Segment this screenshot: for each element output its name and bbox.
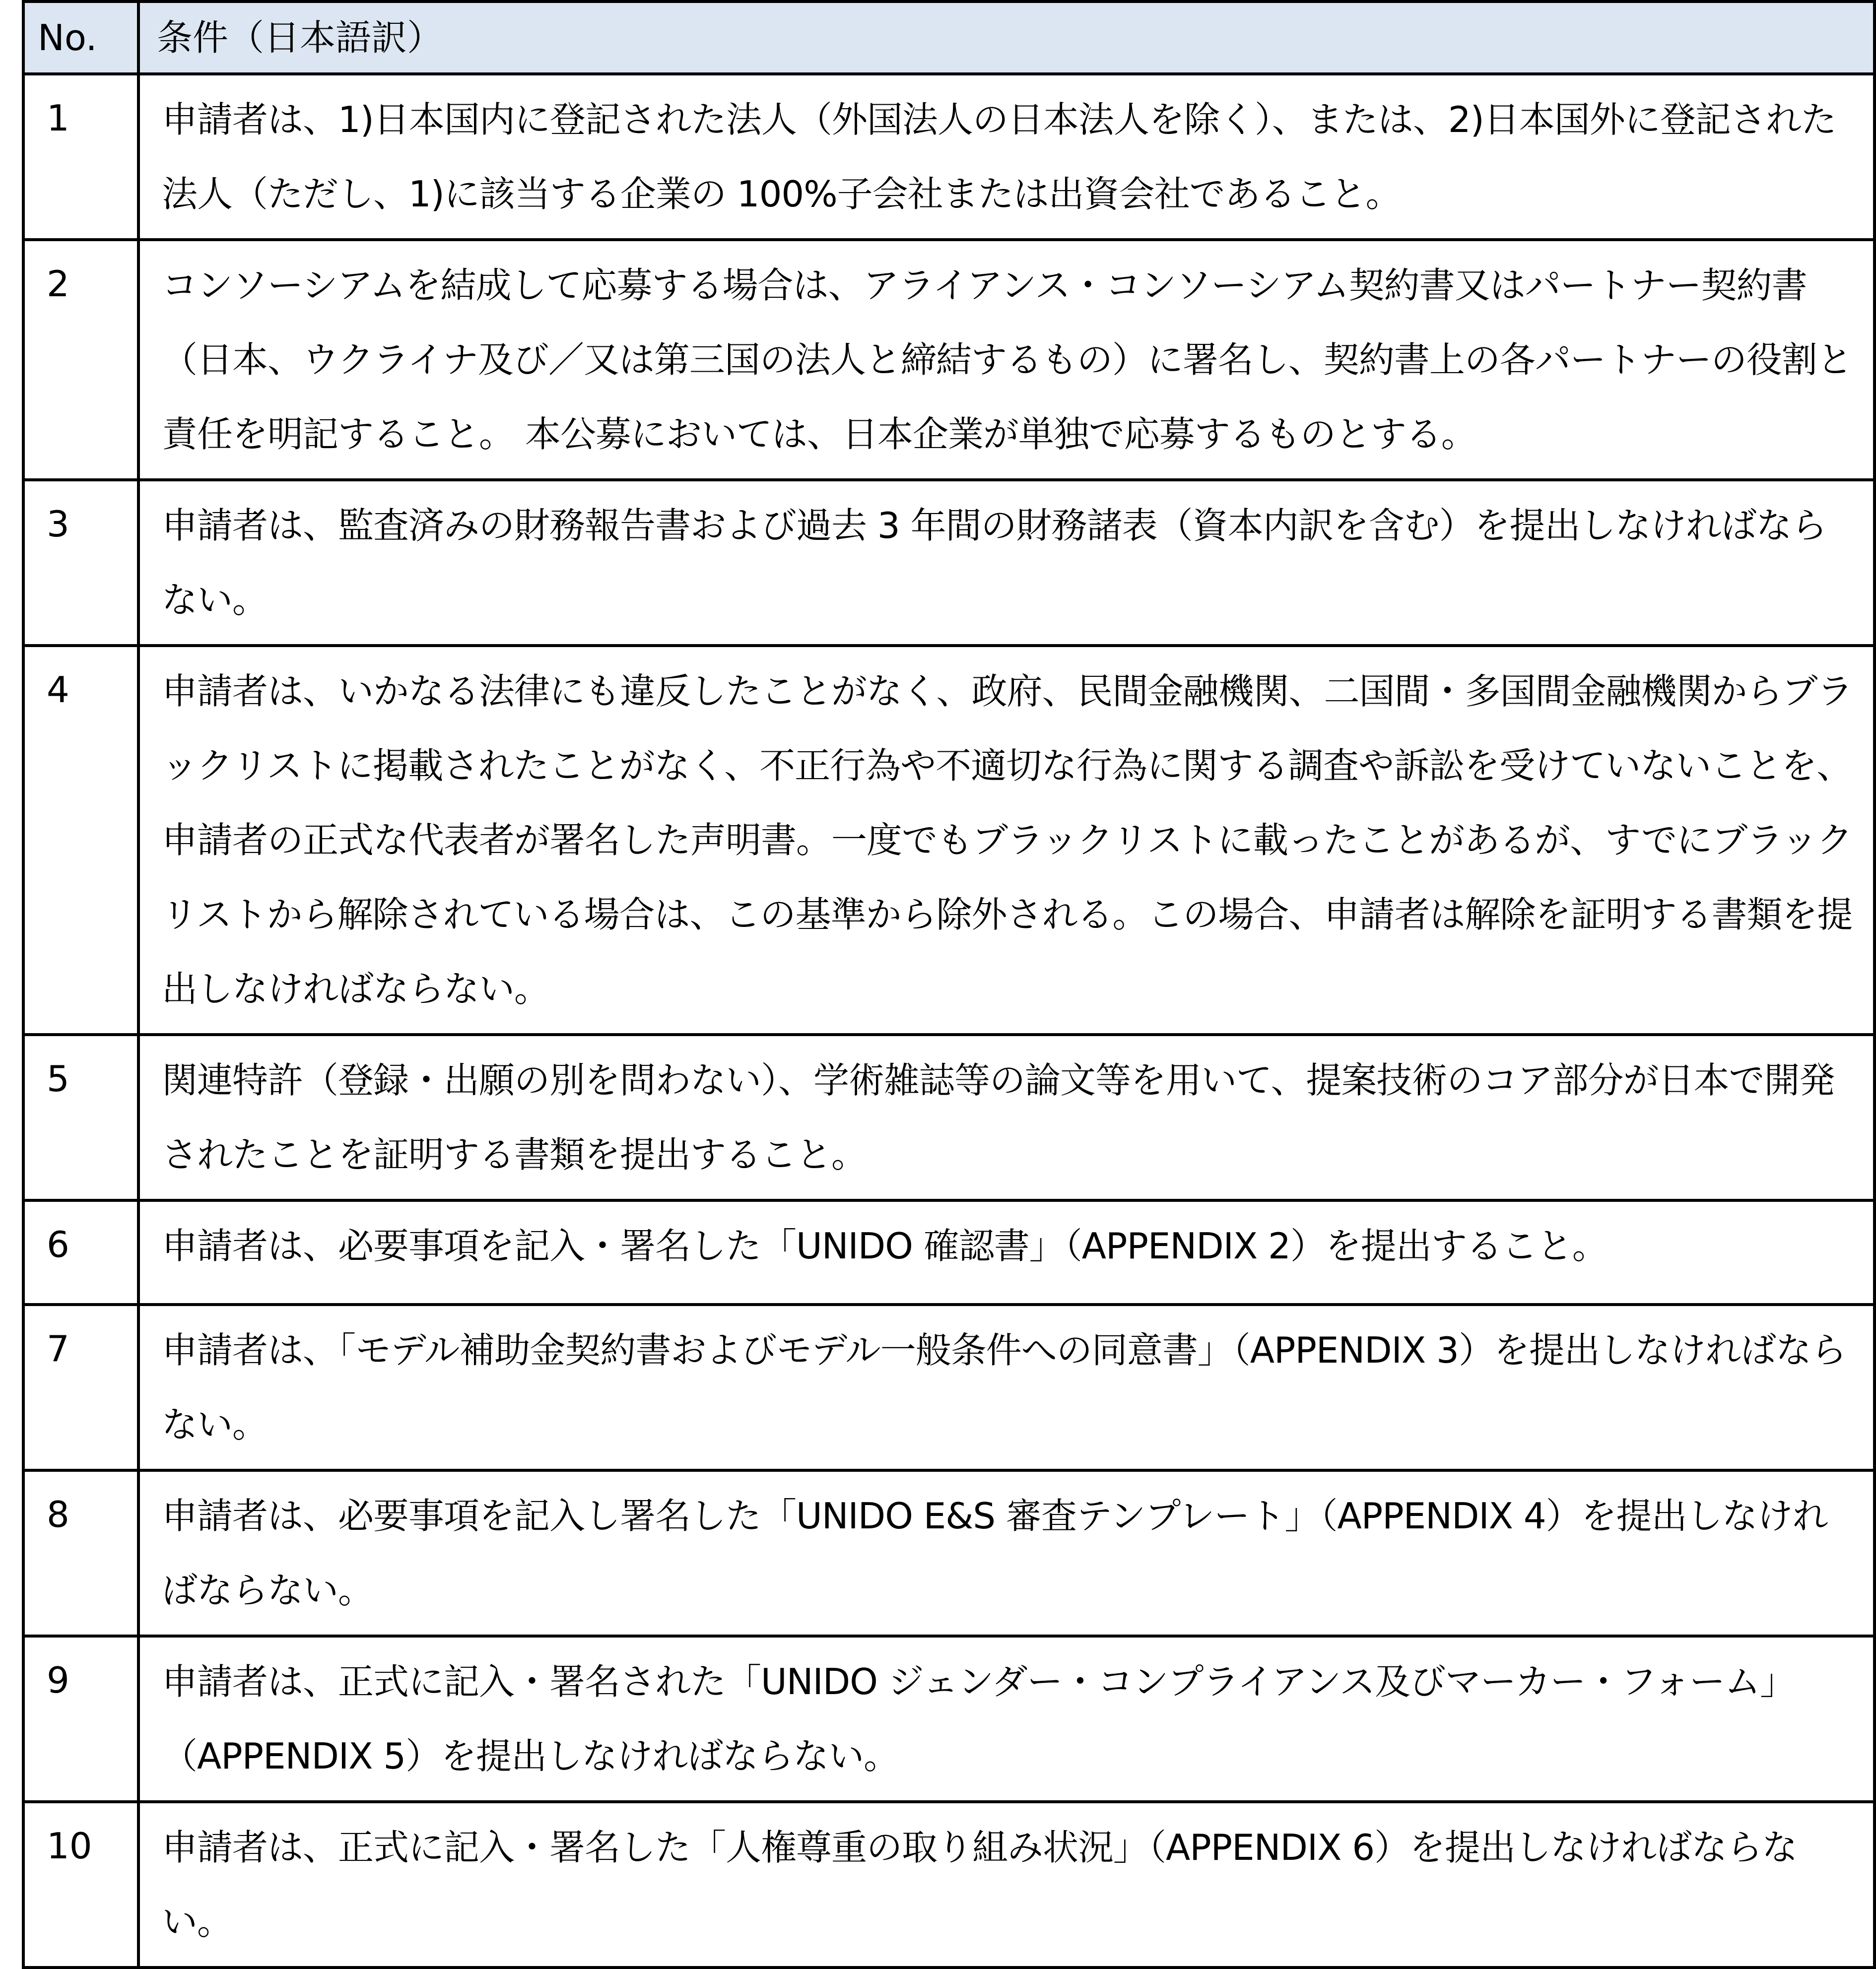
table-row — [23, 480, 1875, 646]
row-number: 3 — [23, 480, 138, 646]
row-number: 6 — [23, 1200, 138, 1305]
table-row — [23, 1200, 1875, 1305]
row-number: 9 — [23, 1636, 138, 1802]
conditions-table — [22, 0, 1876, 1969]
column-header-condition: 条件（日本語訳） — [138, 1, 1875, 74]
table-row — [23, 74, 1875, 240]
condition-text: 申請者は、1)日本国内に登記された法人（外国法人の日本法人を除く）、または、2)日本国外に登記された法人（ただし、1)に該当する企業の 100%子会社または出資会社であること。 — [138, 74, 1875, 240]
condition-text: 申請者は、必要事項を記入し署名した「UNIDO E&S 審査テンプレート」（APPENDIX 4）を提出しなければならない。 — [138, 1470, 1875, 1636]
table-row — [23, 1802, 1875, 1968]
table-row — [23, 1470, 1875, 1636]
row-number: 1 — [23, 74, 138, 240]
row-number: 7 — [23, 1305, 138, 1470]
row-number: 8 — [23, 1470, 138, 1636]
condition-text: 申請者は、必要事項を記入・署名した「UNIDO 確認書」（APPENDIX 2）を提出すること。 — [138, 1200, 1875, 1305]
condition-text: 申請者は、正式に記入・署名した「人権尊重の取り組み状況」（APPENDIX 6）を提出しなければならない。 — [138, 1802, 1875, 1968]
condition-text: 関連特許（登録・出願の別を問わない）、学術雑誌等の論文等を用いて、提案技術のコア部分が日本で開発されたことを証明する書類を提出すること。 — [138, 1035, 1875, 1200]
row-number: 10 — [23, 1802, 138, 1968]
column-header-no: No. — [23, 1, 138, 74]
condition-text: コンソーシアムを結成して応募する場合は、アライアンス・コンソーシアム契約書又はパートナー契約書（日本、ウクライナ及び／又は第三国の法人と締結するもの）に署名し、契約書上の各パートナーの役割と責任を明記すること。 本公募においては、日本企業が単独で応募するものとする。 — [138, 240, 1875, 480]
table-row — [23, 646, 1875, 1035]
condition-text: 申請者は、監査済みの財務報告書および過去 3 年間の財務諸表（資本内訳を含む）を提出しなければならない。 — [138, 480, 1875, 646]
row-number: 5 — [23, 1035, 138, 1200]
table-header-row — [23, 1, 1875, 74]
row-number: 4 — [23, 646, 138, 1035]
condition-text: 申請者は、いかなる法律にも違反したことがなく、政府、民間金融機関、二国間・多国間金融機関からブラックリストに掲載されたことがなく、不正行為や不適切な行為に関する調査や訴訟を受けていないことを、申請者の正式な代表者が署名した声明書。一度でもブラックリストに載ったことがあるが、すでにブラックリストから解除されている場合は、この基準から除外される。この場合、申請者は解除を証明する書類を提出しなければならない。 — [138, 646, 1875, 1035]
table-row — [23, 1636, 1875, 1802]
condition-text: 申請者は、「モデル補助金契約書およびモデル一般条件への同意書」（APPENDIX 3）を提出しなければならない。 — [138, 1305, 1875, 1470]
table-row — [23, 1305, 1875, 1470]
row-number: 2 — [23, 240, 138, 480]
table-row — [23, 1035, 1875, 1200]
table-row — [23, 240, 1875, 480]
condition-text: 申請者は、正式に記入・署名された「UNIDO ジェンダー・コンプライアンス及びマーカー・フォーム」（APPENDIX 5）を提出しなければならない。 — [138, 1636, 1875, 1802]
